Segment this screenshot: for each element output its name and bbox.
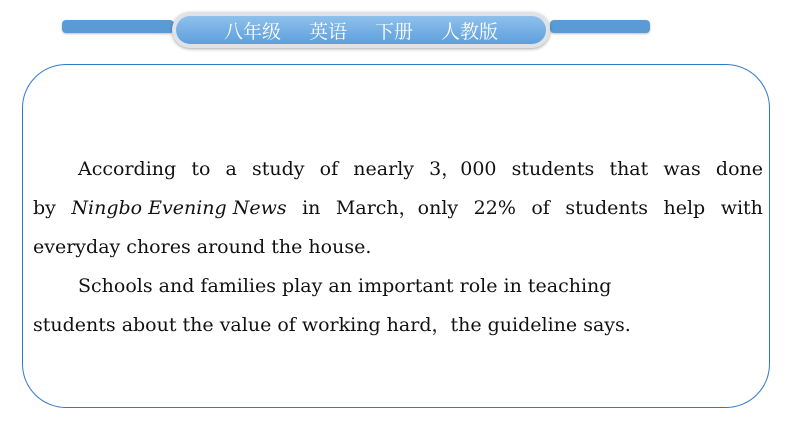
word: students xyxy=(511,158,595,180)
header-left-bar xyxy=(62,20,174,33)
word: of xyxy=(319,158,339,180)
grade-tag: 八年级 xyxy=(223,20,281,43)
word-by: by xyxy=(33,197,56,219)
volume-tag: 下册 xyxy=(375,20,414,43)
edition-tag: 人教版 xyxy=(441,20,499,43)
paragraph-1-line-2 xyxy=(33,189,773,228)
word: According xyxy=(78,158,177,180)
subject-tag: 英语 xyxy=(308,20,347,43)
paragraph-2-line-2: students about the value of working hard，the guideline says. xyxy=(33,314,631,336)
word: done xyxy=(715,158,763,180)
word: that xyxy=(609,158,649,180)
word: students xyxy=(565,197,648,219)
newspaper-name: Ningbo Evening News xyxy=(71,197,287,219)
word: March，only xyxy=(335,197,459,219)
word: to xyxy=(191,158,211,180)
paragraph-1-line-3: everyday chores around the house. xyxy=(33,236,372,258)
justified-words-2 xyxy=(33,189,763,228)
word: help xyxy=(663,197,706,219)
passage xyxy=(33,150,773,345)
word: of xyxy=(531,197,550,219)
word: study xyxy=(252,158,305,180)
word: in xyxy=(302,197,321,219)
word: nearly xyxy=(353,158,414,180)
word: 22% xyxy=(473,197,516,219)
word: was xyxy=(663,158,701,180)
header-pill-inner xyxy=(176,16,546,44)
word: with xyxy=(720,197,763,219)
word: 3，000 xyxy=(429,158,497,180)
header-pill xyxy=(172,12,550,48)
paragraph-2-line-1: Schools and families play an important role in teaching xyxy=(78,275,612,297)
word: a xyxy=(225,158,237,180)
justified-words-1 xyxy=(78,150,763,189)
header-right-bar xyxy=(550,20,650,33)
paragraph-1-line-1 xyxy=(33,150,773,189)
